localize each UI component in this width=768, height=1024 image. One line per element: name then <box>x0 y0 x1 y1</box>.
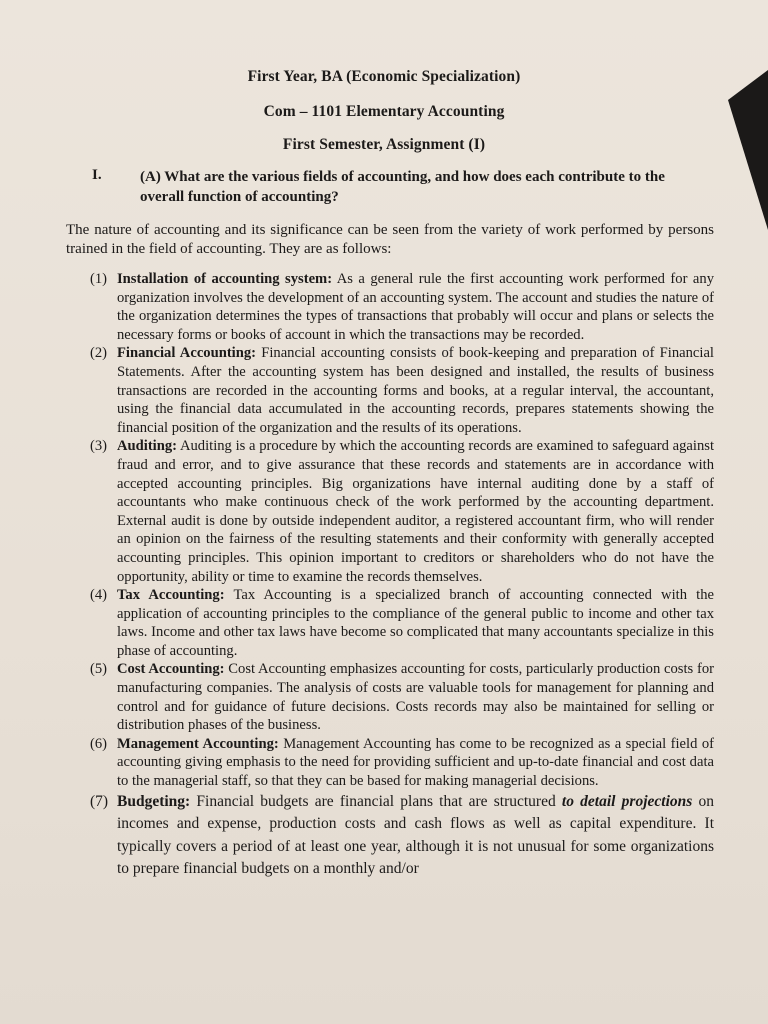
item-text: Management Accounting has come to be recognized as a special field of accounting giving emphasis to the need for providing sufficient and up-to-date financial and cost data to the managerial staff, so that they can be based for making managerial decisions. <box>117 735 714 790</box>
item-number: (3) <box>90 438 108 455</box>
item-number: (2) <box>90 345 108 362</box>
item-title: Cost Accounting: <box>117 661 225 678</box>
list-item <box>90 586 714 660</box>
list-item <box>90 791 714 881</box>
question-text: (A) What are the various fields of accounting, and how does each contribute to the overall function of accounting? <box>140 169 665 205</box>
list-item <box>90 735 714 791</box>
item-text-before: Financial budgets are financial plans that are structured <box>190 792 562 810</box>
item-text: Cost Accounting emphasizes accounting for costs, particularly production costs for manufacturing companies. The analysis of costs are valuable tools for management for planning and control and for guidance of future decisions. Costs records may also be maintained for selling or distribution phases of the business. <box>117 661 714 734</box>
intro-paragraph: The nature of accounting and its significance can be seen from the variety of work performed by persons trained in the field of accounting. They are as follows: <box>66 222 714 257</box>
item-emphasis: to detail projections <box>561 792 693 810</box>
list-item <box>90 344 714 437</box>
fields-list <box>90 270 714 881</box>
item-number: (1) <box>90 271 108 287</box>
item-number: (7) <box>90 792 109 810</box>
item-title: Financial Accounting: <box>117 345 257 362</box>
item-number: (4) <box>90 587 108 604</box>
item-text: Tax Accounting is a specialized branch of accounting connected with the application of accounting principles to the compliance of the general public to income and other tax laws. Income and other tax laws have become so complicated that many accountants specialize in this phase of accounting. <box>117 587 715 659</box>
item-text-after: on incomes and expense, production costs and cash flows as well as capital expenditure. It typically covers a period of at least one year, although it is not unusual for some organizations to prepare financial budgets on a monthly and/or <box>117 792 714 878</box>
header-line-1: First Year, BA (Economic Specialization) <box>247 68 521 85</box>
header-line-3: First Semester, Assignment (I) <box>282 136 486 153</box>
item-title: Installation of accounting system: <box>117 271 333 287</box>
item-text: Auditing is a procedure by which the accounting records are examined to safeguard against fraud and error, and to give assurance that these records and statements are in accordance with accepted accounting principles. Big organizations have internal auditing done by a staff of accountants who make continuous check of the work performed by the accounting department. External audit is done by outside independent auditor, a registered accountant firm, who will render an opinion on the fairness of the resulting statements and their conformity with generally accepted accounting principles. This opinion important to creditors or shareholders who do not have the opportunity, ability or time to examine the records themselves. <box>117 438 714 585</box>
item-text: Financial accounting consists of book-keeping and preparation of Financial Statements. After the accounting system has been designed and installed, the results of business transactions are recorded in the accounting forms and books, at a regular interval, the accountant, using the financial data accumulated in the accounting records, prepares statements showing the financial position of the organization and the results of its operations. <box>117 345 714 436</box>
item-title: Management Accounting: <box>117 735 279 752</box>
list-item <box>90 660 714 734</box>
item-title: Budgeting: <box>117 792 191 810</box>
header-line-2: Com – 1101 Elementary Accounting <box>263 103 505 120</box>
item-number: (6) <box>90 735 108 752</box>
item-number: (5) <box>90 661 108 678</box>
question-number: I. <box>92 167 102 183</box>
list-item <box>90 437 714 586</box>
item-text: As a general rule the first accounting work performed for any organization involves the development of an accounting system. The account and studies the nature of the organization determines the types of transactions that probably will occur and plans or selects the necessary forms or books of account in which the transactions may be recorded. <box>117 271 714 343</box>
item-title: Auditing: <box>117 438 178 455</box>
item-title: Tax Accounting: <box>117 587 225 604</box>
list-item <box>90 270 714 344</box>
